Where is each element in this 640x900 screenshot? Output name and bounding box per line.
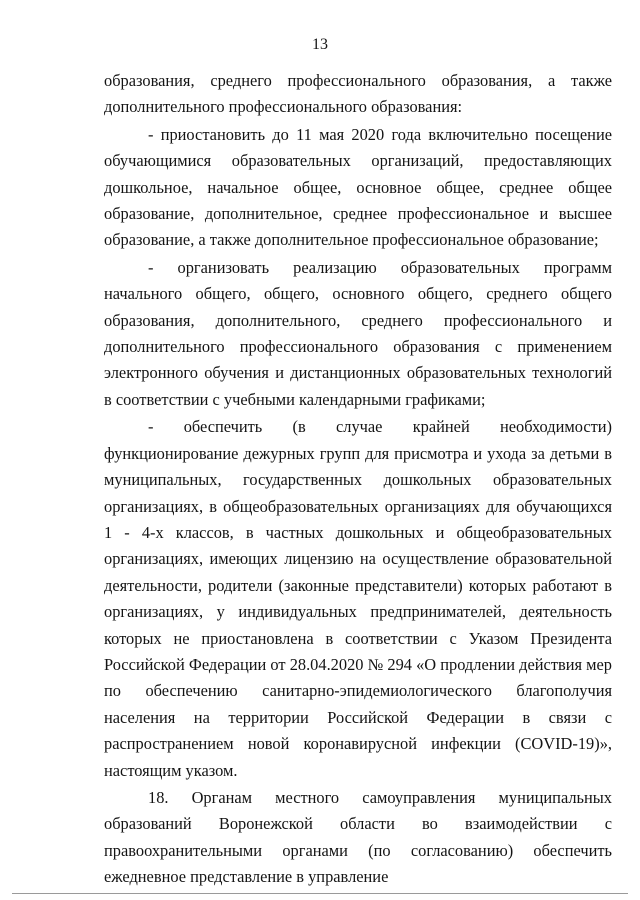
paragraph-education-continuation: образования, среднего профессионального образования, а также дополнительного профессионального образования: [104, 71, 612, 117]
page-number: 13 [312, 36, 328, 53]
paragraph-duty-groups: - обеспечить (в случае крайней необходимости) функционирование дежурных групп для присмотра и ухода за детьми в муниципальных, государственных дошкольных образовательных организациях, в общеобразовательных организациях для обучающихся 1 - 4-х классов, в частных дошкольных и общеобразовательных организациях, имеющих лицензию на осуществление образовательной деятельности, родители (законные представители) которых работают в организациях, у индивидуальных предпринимателей, деятельность которых не приостановлена в соответствии с Указом Президента Российской Федерации от 28.04.2020 № 294 «О продлении действия мер по обеспечению санитарно-эпидемиологического благополучия населения на территории Российской Федерации в связи с распространением новой коронавирусной инфекции (COVID-19)», настоящим указом. [104, 417, 612, 780]
paragraph-distance-learning: - организовать реализацию образовательных программ начального общего, общего, основного общего, среднего общего образования, дополнительного, среднего профессионального и дополнительного профессионального образования с применением электронного обучения и дистанционных образовательных технологий в соответствии с учебными календарными графиками; [104, 257, 612, 409]
bottom-divider [12, 893, 628, 894]
paragraph-item-18: 18. Органам местного самоуправления муниципальных образований Воронежской области во взаимодействии с правоохранительными органами (по согласованию) обеспечить ежедневное представление в управление [104, 787, 612, 887]
document-body [104, 68, 612, 891]
paragraph-suspend-attendance: - приостановить до 11 мая 2020 года включительно посещение обучающимися образовательных организаций, предоставляющих дошкольное, начальное общее, основное общее, среднее общее образование, дополнительное, среднее профессиональное и высшее образование, а также дополнительное профессиональное образование; [104, 124, 612, 250]
